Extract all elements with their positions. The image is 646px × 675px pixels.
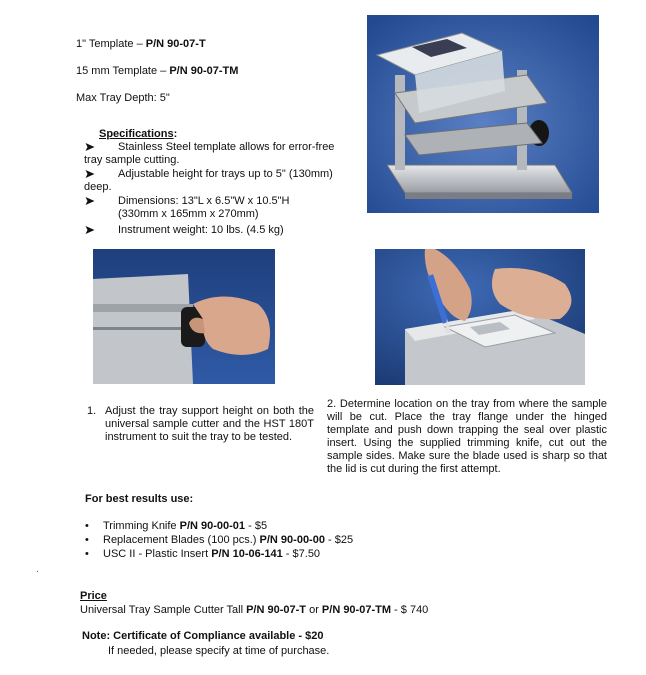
spec-item-3-line1: Dimensions: 13"L x 6.5"W x 10.5"H — [118, 195, 290, 207]
spec-item-4-line1: Instrument weight: 10 lbs. (4.5 kg) — [118, 224, 284, 236]
template-15mm-label: 15 mm Template – — [76, 65, 170, 77]
template-1in-line — [76, 38, 206, 50]
step2-text: 2. Determine location on the tray from where the sample will be cut. Place the tray flange under the hinged template and push down trapping the seal over plastic insert. Using the supplied trimming knife, cut out the sample sides. Make sure the blade used is sharp so that the lid is cut during the first attempt. — [327, 398, 607, 475]
item-pn: P/N 90-00-00 — [259, 534, 325, 546]
bullet-dot: • — [85, 548, 89, 560]
step1-text: Adjust the tray support height on both the universal sample cutter and the HST 180T instrument to suit the tray to be tested. — [105, 405, 314, 443]
product-photo-cutter — [367, 15, 599, 213]
margin-mark: . — [36, 564, 39, 575]
note-title: Note: Certificate of Compliance available - $20 — [82, 630, 324, 642]
price-label: Universal Tray Sample Cutter Tall — [80, 604, 247, 616]
note-text: If needed, please specify at time of purchase. — [108, 645, 330, 657]
price-line — [80, 604, 428, 616]
template-15mm-pn: P/N 90-07-TM — [169, 65, 239, 77]
spec-item-2-line1: Adjustable height for trays up to 5" (130mm) — [118, 168, 333, 180]
item-label: Replacement Blades (100 pcs.) — [103, 534, 260, 546]
price-pn2: P/N 90-07-TM — [321, 604, 391, 616]
step1-number: 1. — [87, 405, 97, 417]
specs-list — [84, 141, 354, 241]
item-label: USC II - Plastic Insert — [103, 548, 212, 560]
step2-photo-cut-sample — [375, 249, 585, 385]
max-tray-depth: Max Tray Depth: 5" — [76, 92, 170, 104]
spec-item-2-line2: deep. — [84, 181, 112, 193]
arrowhead-bullet-icon — [84, 170, 96, 178]
specs-title-colon: : — [173, 128, 178, 140]
spec-item-1-line2: tray sample cutting. — [84, 154, 180, 166]
arrowhead-bullet-icon — [84, 143, 96, 151]
best-results-list — [83, 519, 443, 561]
best-results-item — [83, 519, 443, 533]
specs-title — [99, 128, 177, 140]
step1-photo-adjust-height — [93, 249, 275, 384]
arrowhead-bullet-icon — [84, 226, 96, 234]
arrowhead-bullet-icon — [84, 197, 96, 205]
item-price: - $7.50 — [282, 548, 321, 560]
price-amount: - $ 740 — [391, 604, 429, 616]
price-pn1: P/N 90-07-T — [246, 604, 307, 616]
item-price: - $25 — [324, 534, 354, 546]
specs-title-text: Specifications — [99, 128, 174, 140]
price-title: Price — [80, 590, 107, 602]
item-pn: P/N 10-06-141 — [211, 548, 283, 560]
item-pn: P/N 90-00-01 — [179, 520, 246, 532]
spec-item-1-line1: Stainless Steel template allows for error-free — [118, 141, 335, 153]
item-label: Trimming Knife — [103, 520, 180, 532]
template-15mm-line — [76, 65, 238, 77]
item-price: - $5 — [245, 520, 268, 532]
best-results-item — [83, 547, 443, 561]
template-1in-label: 1" Template – — [76, 38, 146, 50]
price-or: or — [306, 604, 322, 616]
bullet-dot: • — [85, 534, 89, 546]
best-results-title: For best results use: — [85, 493, 194, 505]
best-results-item — [83, 533, 443, 547]
bullet-dot: • — [85, 520, 89, 532]
spec-item-3-line2: (330mm x 165mm x 270mm) — [118, 208, 259, 220]
template-1in-pn: P/N 90-07-T — [145, 38, 206, 50]
